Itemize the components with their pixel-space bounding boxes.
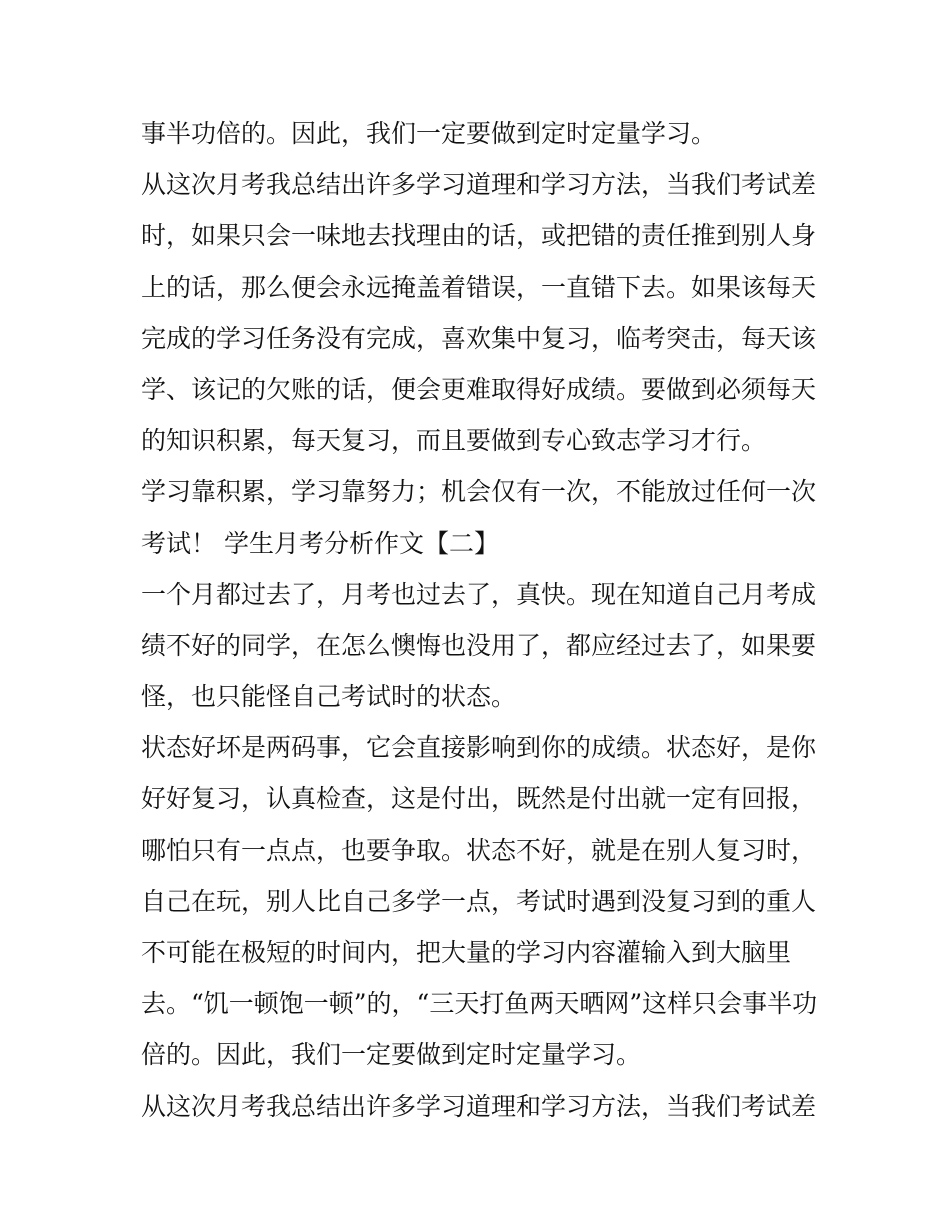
text-line: 上的话，那么便会永远掩盖着错误，一直错下去。如果该每天 xyxy=(141,272,817,302)
text-line: 倍的。因此，我们一定要做到定时定量学习。 xyxy=(141,1040,642,1070)
text-line: 去。“饥一顿饱一顿”的，“三天打鱼两天晒网”这样只会事半功 xyxy=(141,989,818,1019)
text-line: 时，如果只会一味地去找理由的话，或把错的责任推到别人身 xyxy=(141,221,817,251)
text-line: 绩不好的同学，在怎么懊悔也没用了，都应经过去了，如果要 xyxy=(141,630,817,660)
text-line: 从这次月考我总结出许多学习道理和学习方法，当我们考试差 xyxy=(141,1091,817,1121)
document-body xyxy=(141,108,821,1132)
text-line: 从这次月考我总结出许多学习道理和学习方法，当我们考试差 xyxy=(141,170,817,200)
text-line: 学习靠积累，学习靠努力；机会仅有一次，不能放过任何一次 xyxy=(141,477,817,507)
text-line: 事半功倍的。因此，我们一定要做到定时定量学习。 xyxy=(141,119,717,148)
text-line: 一个月都过去了，月考也过去了，真快。现在知道自己月考成 xyxy=(141,579,817,609)
text-line: 哪怕只有一点点，也要争取。状态不好，就是在别人复习时， xyxy=(141,835,817,865)
text-line: 不可能在极短的时间内，把大量的学习内容灌输入到大脑里 xyxy=(141,938,792,967)
text-line: 完成的学习任务没有完成，喜欢集中复习，临考突击，每天该 xyxy=(141,323,817,353)
text-line: 学、该记的欠账的话，便会更难取得好成绩。要做到必须每天 xyxy=(141,374,817,404)
text-line: 状态好坏是两码事，它会直接影响到你的成绩。状态好，是你 xyxy=(141,733,817,763)
section-heading-line: 考试！ 学生月考分析作文【二】 xyxy=(141,528,499,558)
text-line: 的知识积累，每天复习，而且要做到专心致志学习才行。 xyxy=(141,426,767,456)
text-line: 自己在玩，别人比自己多学一点，考试时遇到没复习到的重人 xyxy=(141,886,817,916)
text-line: 怪，也只能怪自己考试时的状态。 xyxy=(141,682,517,712)
text-line: 好好复习，认真检查，这是付出，既然是付出就一定有回报， xyxy=(141,784,817,814)
